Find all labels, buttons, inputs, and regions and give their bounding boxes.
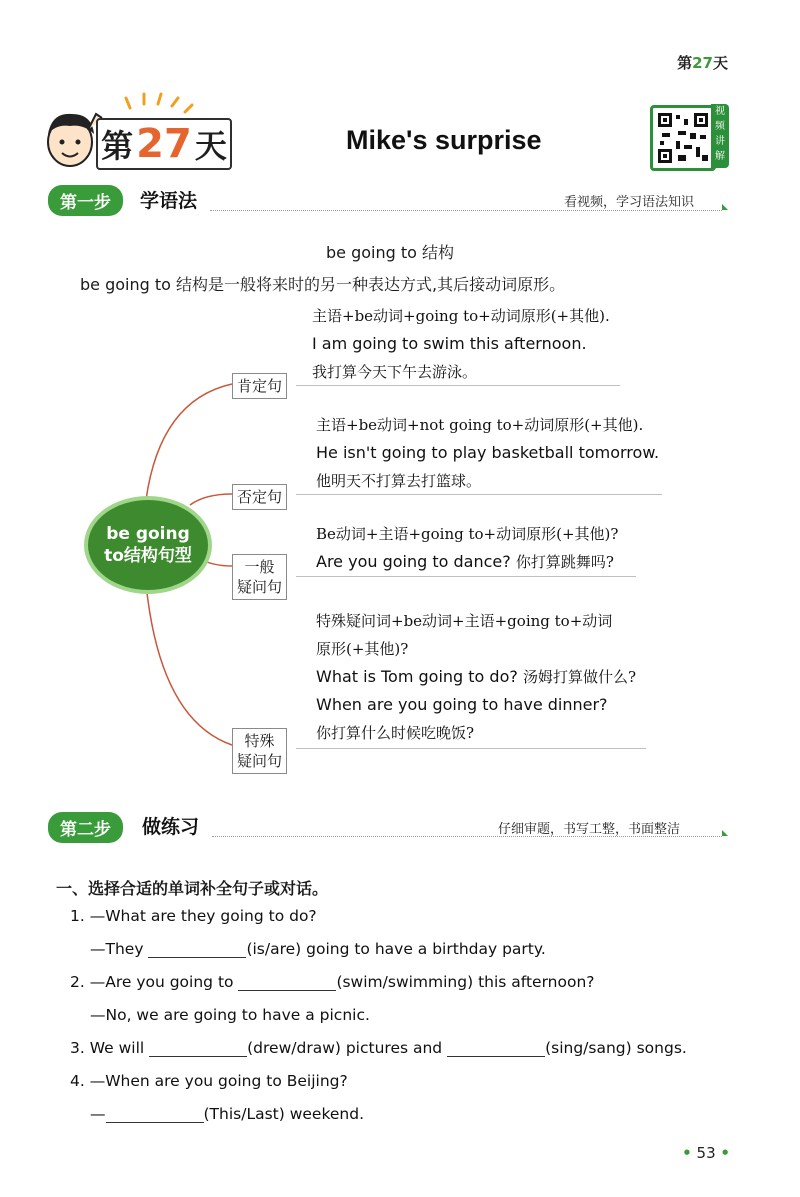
- node-special-question: 特殊 疑问句: [232, 728, 287, 774]
- special-question-content: 特殊疑问词+be动词+主语+going to+动词 原形(+其他)? What is Tom going to do? 汤姆打算做什么? When are you going to have dinner? 你打算什么时候吃晚饭?: [316, 612, 637, 742]
- answer-blank[interactable]: [149, 1040, 247, 1057]
- exercise-q4b: — (This/Last) weekend.: [90, 1105, 365, 1123]
- step1-hint: 看视频，学习语法知识: [564, 195, 695, 210]
- node-negative: 否定句: [232, 484, 287, 510]
- affirmative-content: 主语+be动词+going to+动词原形(+其他). I am going to swim this afternoon. 我打算今天下午去游泳。: [312, 307, 610, 381]
- node-general-question: 一般 疑问句: [232, 554, 287, 600]
- general-question-content: Be动词+主语+going to+动词原形(+其他)? Are you going to dance? 你打算跳舞吗?: [316, 525, 619, 571]
- exercise-heading: 一、选择合适的单词补全句子或对话。: [56, 879, 329, 898]
- step1-title: 学语法: [140, 190, 198, 212]
- branch-underline: [296, 576, 636, 577]
- corner-day-label: 第27天: [677, 54, 728, 72]
- dot-icon: •: [720, 1144, 730, 1162]
- step2-pill: 第二步: [48, 812, 123, 843]
- exercise-q4a: 4. —When are you going to Beijing?: [70, 1072, 348, 1090]
- center-node-be-going-to: be going to结构句型: [84, 496, 212, 594]
- step1-pill: 第一步: [48, 185, 123, 216]
- step2-title: 做练习: [142, 816, 200, 838]
- dot-icon: •: [682, 1144, 692, 1162]
- answer-blank[interactable]: [148, 941, 246, 958]
- answer-blank[interactable]: [106, 1106, 204, 1123]
- branch-underline: [296, 748, 646, 749]
- answer-blank[interactable]: [447, 1040, 545, 1057]
- answer-blank[interactable]: [238, 974, 336, 991]
- corner-mark-icon: [722, 830, 728, 836]
- lesson-title: Mike's surprise: [346, 125, 542, 155]
- exercise-q1a: 1. —What are they going to do?: [70, 907, 317, 925]
- grammar-intro: be going to 结构是一般将来时的另一种表达方式,其后接动词原形。: [80, 275, 566, 294]
- exercise-q2a: 2. —Are you going to (swim/swimming) this afternoon?: [70, 973, 595, 991]
- page-number: • 53 •: [682, 1144, 730, 1162]
- day-badge: 第 27 天: [96, 118, 232, 170]
- exercise-q1b: —They (is/are) going to have a birthday party.: [90, 940, 546, 958]
- exercise-q2b: —No, we are going to have a picnic.: [90, 1006, 370, 1024]
- grammar-heading: be going to 结构: [326, 243, 455, 262]
- step2-hint: 仔细审题，书写工整，书面整洁: [498, 822, 681, 837]
- qr-tag: 视频讲解: [711, 104, 729, 168]
- negative-content: 主语+be动词+not going to+动词原形(+其他). He isn't going to play basketball tomorrow. 他明天不打算去打篮球。: [316, 416, 660, 490]
- exercise-q3: 3. We will (drew/draw) pictures and (sing/sang) songs.: [70, 1039, 687, 1057]
- node-affirmative: 肯定句: [232, 373, 287, 399]
